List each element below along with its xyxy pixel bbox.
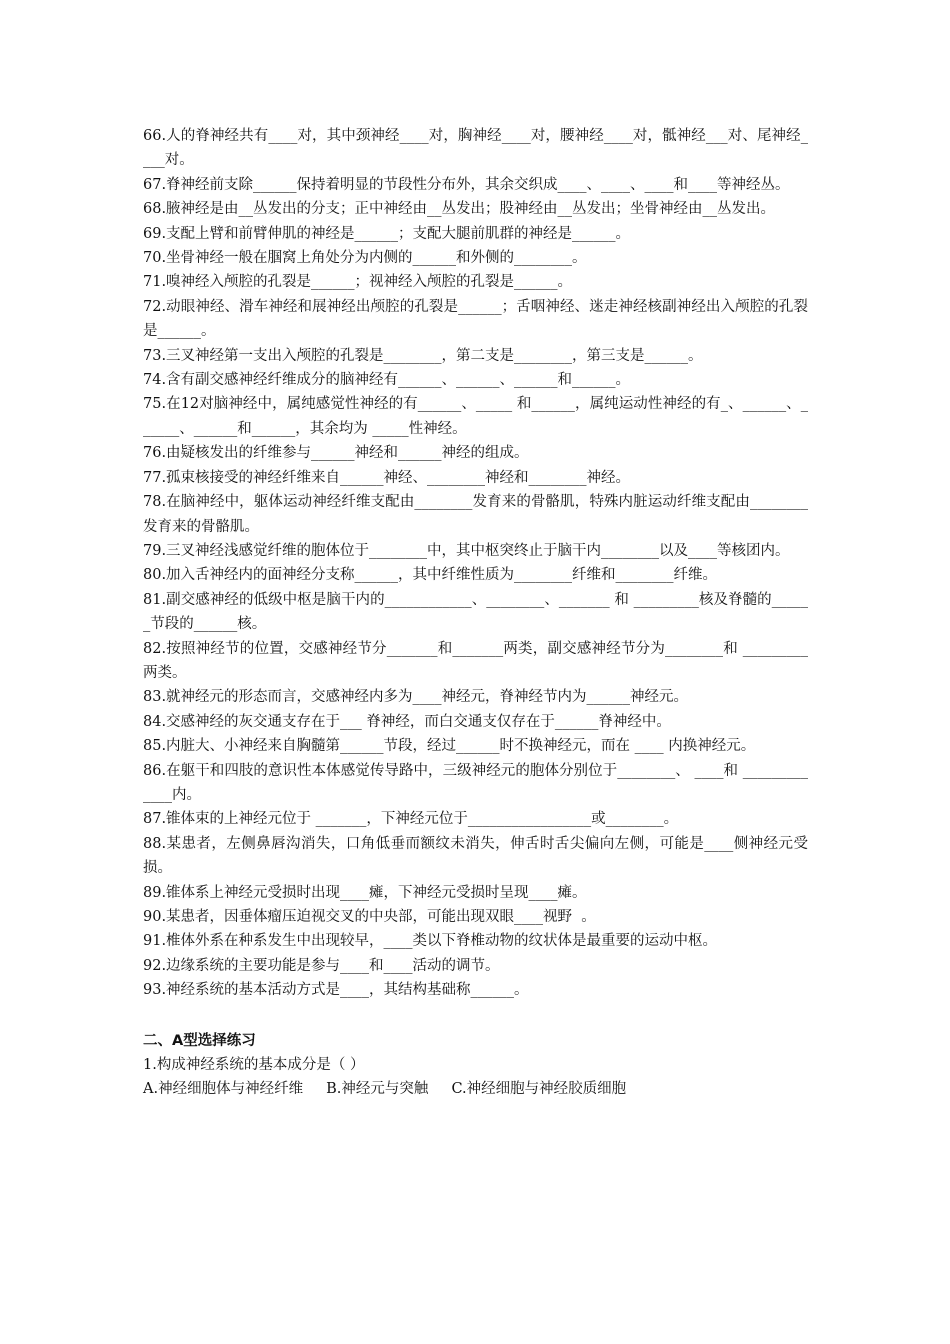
option-c: C.神经细胞与神经胶质细胞 bbox=[451, 1081, 627, 1098]
option-a: A.神经细胞体与神经纤维 bbox=[143, 1081, 304, 1098]
question-87: 87.锥体束的上神经元位于 _______，下神经元位于_________________或________。 bbox=[143, 811, 679, 828]
question-77: 77.孤束核接受的神经纤维来自______神经、________神经和________神经。 bbox=[143, 469, 631, 486]
question-80: 80.加入舌神经内的面神经分支称______，其中纤维性质为________纤维和________纤维。 bbox=[143, 567, 718, 584]
document-page bbox=[143, 124, 808, 1102]
question-86: 86.在躯干和四肢的意识性本体感觉传导路中，三级神经元的胞体分别位于________、 ____和 _____________内。 bbox=[143, 762, 808, 803]
choice-section bbox=[143, 1029, 808, 1102]
choice-question-1: 1.构成神经系统的基本成分是（ ） bbox=[143, 1057, 365, 1074]
question-90: 90.某患者，因垂体瘤压迫视交叉的中央部，可能出现双眼____视野 。 bbox=[143, 909, 596, 925]
question-73: 73.三叉神经第一支出入颅腔的孔裂是________，第二支是________，第三支是______。 bbox=[143, 347, 703, 364]
question-81: 81.副交感神经的低级中枢是脑干内的____________、________、_______ 和 _________核及脊髓的______节段的______核。 bbox=[143, 591, 808, 633]
question-92: 92.边缘系统的主要功能是参与____和____活动的调节。 bbox=[143, 957, 500, 974]
question-72: 72.动眼神经、滑车神经和展神经出颅腔的孔裂是______；舌咽神经、迷走神经核副神经出入颅腔的孔裂是______。 bbox=[143, 298, 808, 340]
question-74: 74.含有副交感神经纤维成分的脑神经有______、______、______和______。 bbox=[143, 372, 631, 389]
question-85: 85.内脏大、小神经来自胸髓第______节段，经过______时不换神经元，而在 ____ 内换神经元。 bbox=[143, 738, 756, 755]
question-93: 93.神经系统的基本活动方式是____，其结构基础称______。 bbox=[143, 982, 529, 999]
section-title: 二、A型选择练习 bbox=[143, 1032, 256, 1049]
fill-in-questions bbox=[143, 124, 808, 1003]
question-78: 78.在脑神经中，躯体运动神经纤维支配由________发育来的骨骼肌，特殊内脏运动纤维支配由________发育来的骨骼肌。 bbox=[143, 494, 808, 535]
question-79: 79.三叉神经浅感觉纤维的胞体位于________中，其中枢突终止于脑干内________以及____等核团内。 bbox=[143, 542, 790, 559]
question-84: 84.交感神经的灰交通支存在于___ 脊神经，而白交通支仅存在于______脊神经中。 bbox=[143, 713, 671, 730]
choice-options bbox=[143, 1077, 808, 1101]
question-89: 89.锥体系上神经元受损时出现____瘫，下神经元受损时呈现____瘫。 bbox=[143, 884, 587, 901]
question-83: 83.就神经元的形态而言，交感神经内多为____神经元，脊神经节内为______神经元。 bbox=[143, 689, 689, 706]
question-70: 70.坐骨神经一般在腘窝上角处分为内侧的______和外侧的________。 bbox=[143, 250, 587, 267]
question-67: 67.脊神经前支除______保持着明显的节段性分布外，其余交织成____、____、____和____等神经丛。 bbox=[143, 176, 790, 193]
question-91: 91.椎体外系在种系发生中出现较早，____类以下脊椎动物的纹状体是最重要的运动中枢。 bbox=[143, 933, 718, 950]
question-82: 82.按照神经节的位置，交感神经节分_______和_______两类，副交感神经节分为________和 _________两类。 bbox=[143, 640, 808, 681]
question-68: 68.腋神经是由__丛发出的分支；正中神经由__丛发出；股神经由__丛发出；坐骨神经由__丛发出。 bbox=[143, 201, 776, 218]
question-66: 66.人的脊神经共有____对，其中颈神经____对，胸神经____对，腰神经____对，骶神经___对、尾神经____对。 bbox=[143, 128, 808, 169]
option-b: B.神经元与突触 bbox=[326, 1081, 429, 1098]
question-71: 71.嗅神经入颅腔的孔裂是______；视神经入颅腔的孔裂是______。 bbox=[143, 274, 573, 291]
question-69: 69.支配上臂和前臂伸肌的神经是______；支配大腿前肌群的神经是______。 bbox=[143, 225, 631, 242]
question-75: 75.在12对脑神经中，属纯感觉性神经的有______、_____ 和______，属纯运动性神经的有_、______、______、______和______，其余均为 _____性神经。 bbox=[143, 396, 808, 437]
question-76: 76.由疑核发出的纤维参与______神经和______神经的组成。 bbox=[143, 445, 529, 462]
question-88: 88.某患者，左侧鼻唇沟消失，口角低垂而额纹未消失，伸舌时舌尖偏向左侧，可能是____侧神经元受损。 bbox=[143, 835, 808, 877]
